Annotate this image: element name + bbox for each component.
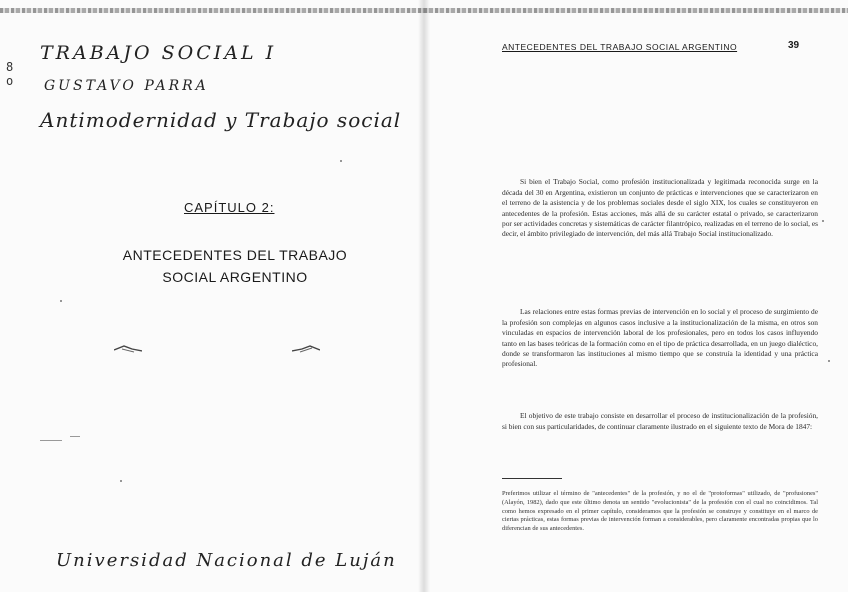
scan-mark: [40, 440, 62, 441]
handwritten-book-title: Antimodernidad y Trabajo social: [40, 108, 402, 132]
scan-speck: [60, 300, 62, 302]
body-paragraph: Las relaciones entre estas formas previas de intervención en lo social y el proceso de surgimiento de la profesión son complejas en algunos casos inclusive a la institucionalización de la misma, en otros son vinculadas en espacios de intervención laboral de los profesionales, pero en todos los casos influyendo tanto en las bases teóricas de la formación como en el tipo de práctica desarrollada, en un juego dialéctico, donde se transformaron las instituciones al mismo tiempo que se construía la identidad y una práctica profesional.: [502, 307, 818, 369]
body-paragraph: El objetivo de este trabajo consiste en desarrollar el proceso de institucionalización de la profesión, si bien con sus particularidades, de continuar claramente ilustrado en el siguiente texto de Mora de 1847:: [502, 411, 818, 431]
chapter-title: ANTECEDENTES DEL TRABAJO SOCIAL ARGENTINO: [122, 247, 348, 285]
right-page: [424, 0, 848, 592]
scan-edge: [424, 8, 848, 13]
scan-speck: [120, 480, 122, 482]
handwritten-author: GUSTAVO PARRA: [44, 78, 209, 94]
handwritten-university: Universidad Nacional de Luján: [56, 550, 397, 571]
right-page-number: 39: [788, 40, 800, 51]
ornament-right-icon: [292, 344, 320, 354]
chapter-label: CAPÍTULO 2:: [184, 200, 275, 215]
scan-mark: [70, 436, 80, 437]
footnote: Preferimos utilizar el término de "antecedentes" de la profesión, y no el de "protoformas" utilizado, de "profusiones" (Alayón, 1982), dado que este último denota un sentido "evolucionista" de la profesión con el cual no coincidimos. Tal como hemos expresado en el primer capítulo, consideramos que la profesión se construye y constituye en el marco de ciertas prácticas, estas formas previas de intervención forman a considerables, pero claramente encontradas propias que lo diferencian de sus antecedentes.: [502, 490, 818, 532]
scan-speck: [340, 160, 342, 162]
scan-speck: [828, 360, 830, 362]
ornament-left-icon: [114, 344, 142, 354]
book-binding: [418, 0, 430, 592]
scan-edge: [0, 8, 424, 13]
running-head: ANTECEDENTES DEL TRABAJO SOCIAL ARGENTINO: [502, 42, 738, 52]
margin-mark: o: [6, 74, 14, 88]
footnote-rule: [502, 478, 562, 479]
margin-mark: 8: [6, 60, 14, 74]
handwritten-course-title: TRABAJO SOCIAL I: [40, 42, 277, 64]
scan-speck: [822, 220, 824, 222]
body-paragraph: Si bien el Trabajo Social, como profesión institucionalizada y legitimada reconocida surge en la década del 30 en Argentina, existieron un conjunto de prácticas e intervenciones que se caracterizaron en el terreno de la asistencia y de los problemas sociales desde el siglo XIX, los cuales se constituyeron en antecedentes de la profesión. Estas acciones, más allá de su carácter estatal o privado, se caracterizaron por ser actividades concretas y sistemáticas de carácter filantrópico, realizadas en el terreno de lo social, es decir, el ámbito privilegiado de intervención, del más allá Trabajo Social institucionalizado.: [502, 177, 819, 239]
